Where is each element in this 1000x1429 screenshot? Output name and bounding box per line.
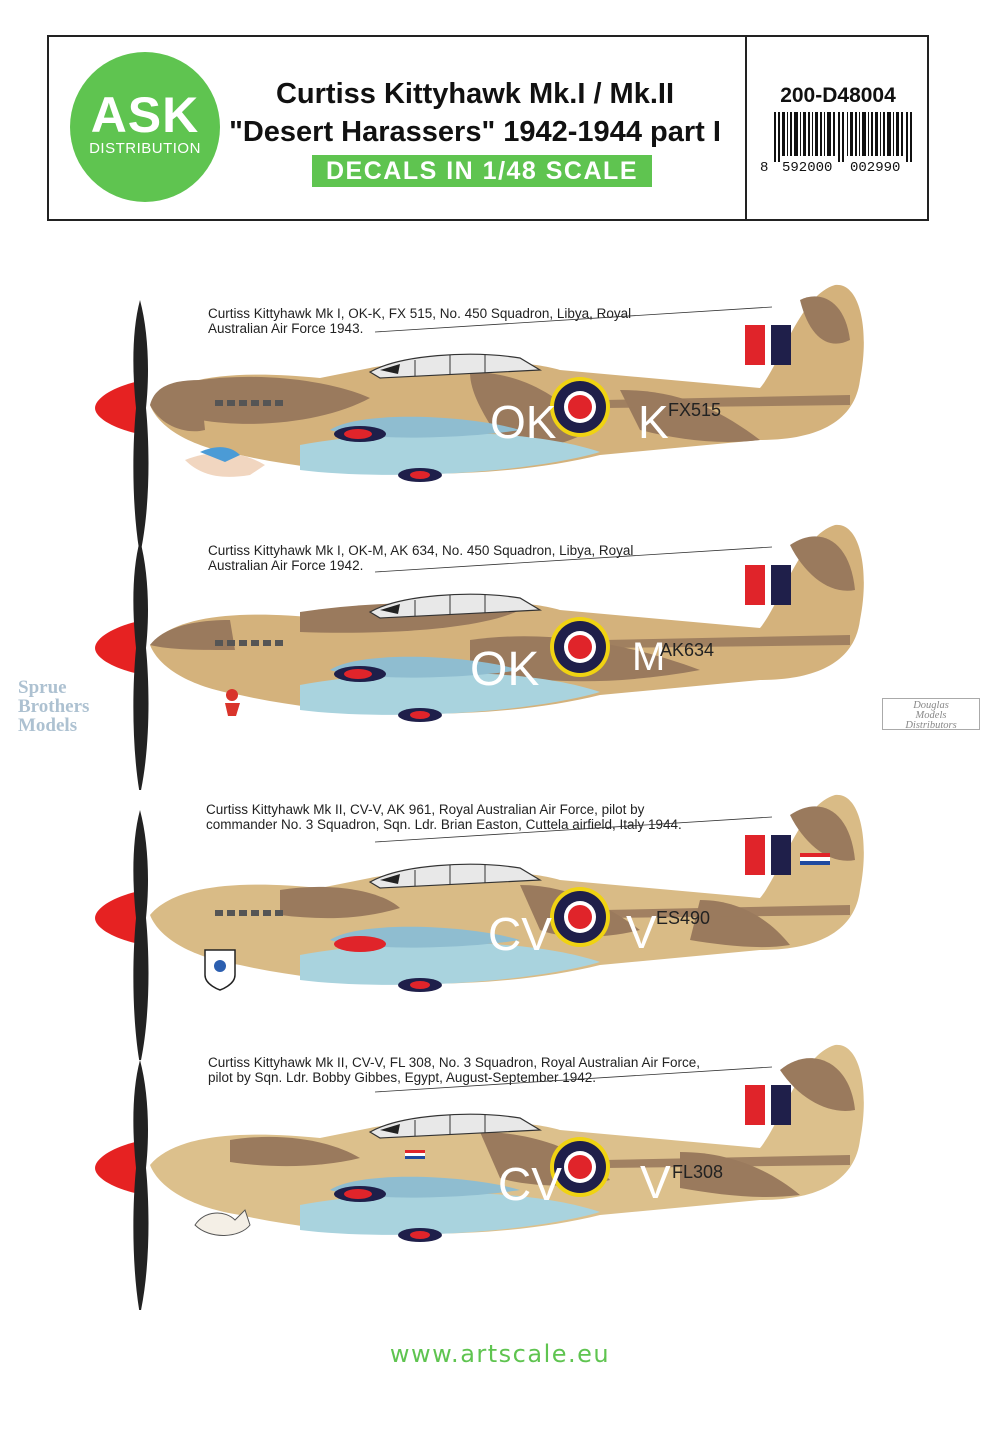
profile-2-caption-line2: Australian Air Force 1942.	[208, 558, 364, 573]
profile-1-serial: FX515	[668, 400, 722, 420]
profile-2-serial: AK634	[660, 640, 715, 660]
profile-2-code-right: M	[632, 635, 666, 679]
profile-4-serial: FL308	[672, 1162, 724, 1182]
title-line-1: Curtiss Kittyhawk Mk.I / Mk.II	[275, 78, 675, 110]
profile-3-code-right: V	[626, 906, 657, 958]
profile-4-caption-line1: Curtiss Kittyhawk Mk II, CV-V, FL 308, No. 3 Squadron, Royal Australian Air Force,	[208, 1055, 700, 1070]
footer-url[interactable]: www.artscale.eu	[389, 1340, 611, 1368]
profile-2-caption-line1: Curtiss Kittyhawk Mk I, OK-M, AK 634, No. 450 Squadron, Libya, Royal	[208, 543, 634, 558]
watermark-left-line2: Brothers	[18, 696, 90, 717]
profile-4-aircraft	[0, 1040, 1000, 1310]
logo-text: ASK	[90, 87, 200, 143]
profile-3-serial: ES490	[656, 908, 711, 928]
profile-2-code-left: OK	[470, 643, 540, 696]
header-divider	[745, 35, 747, 221]
watermark-right-line1: Douglas	[913, 700, 949, 711]
profile-4-caption-line2: pilot by Sqn. Ldr. Bobby Gibbes, Egypt, August-September 1942.	[208, 1070, 596, 1085]
barcode-right-digits: 002990	[850, 160, 901, 176]
watermark-left-line1: Sprue	[18, 677, 67, 698]
ask-logo	[70, 52, 220, 202]
profile-1-code-left: OK	[490, 396, 557, 448]
scale-badge: DECALS IN 1/48 SCALE	[312, 155, 652, 187]
profile-4-code-right: V	[640, 1156, 671, 1208]
barcode-lead-digit: 8	[760, 160, 769, 176]
barcode	[774, 112, 914, 162]
profile-4-code-left: CV	[498, 1158, 562, 1210]
profile-1-caption-line2: Australian Air Force 1943.	[208, 321, 364, 336]
title-line-2: "Desert Harassers" 1942-1944 part I	[229, 116, 721, 148]
profile-3-caption-line2: commander No. 3 Squadron, Sqn. Ldr. Brian Easton, Cuttela airfield, Italy 1944.	[206, 817, 682, 832]
barcode-left-digits: 592000	[782, 160, 833, 176]
watermark-left	[18, 678, 118, 735]
profile-2-aircraft	[0, 520, 1000, 790]
watermark-left-line3: Models	[18, 715, 78, 736]
profile-1-caption-line1: Curtiss Kittyhawk Mk I, OK-K, FX 515, No. 450 Squadron, Libya, Royal	[208, 306, 632, 321]
product-code: 200-D48004	[780, 84, 896, 107]
profile-3-code-left: CV	[488, 908, 552, 960]
profile-1-code-right: K	[638, 396, 669, 448]
profile-3-caption-line1: Curtiss Kittyhawk Mk II, CV-V, AK 961, Royal Australian Air Force, pilot by	[206, 802, 645, 817]
watermark-right	[882, 698, 980, 730]
profile-1-aircraft	[0, 280, 1000, 550]
watermark-right-line3: Distributors	[905, 720, 957, 731]
profile-3-aircraft	[0, 790, 1000, 1060]
logo-subtext: DISTRIBUTION	[89, 140, 201, 157]
watermark-right-line2: Models	[915, 710, 947, 721]
